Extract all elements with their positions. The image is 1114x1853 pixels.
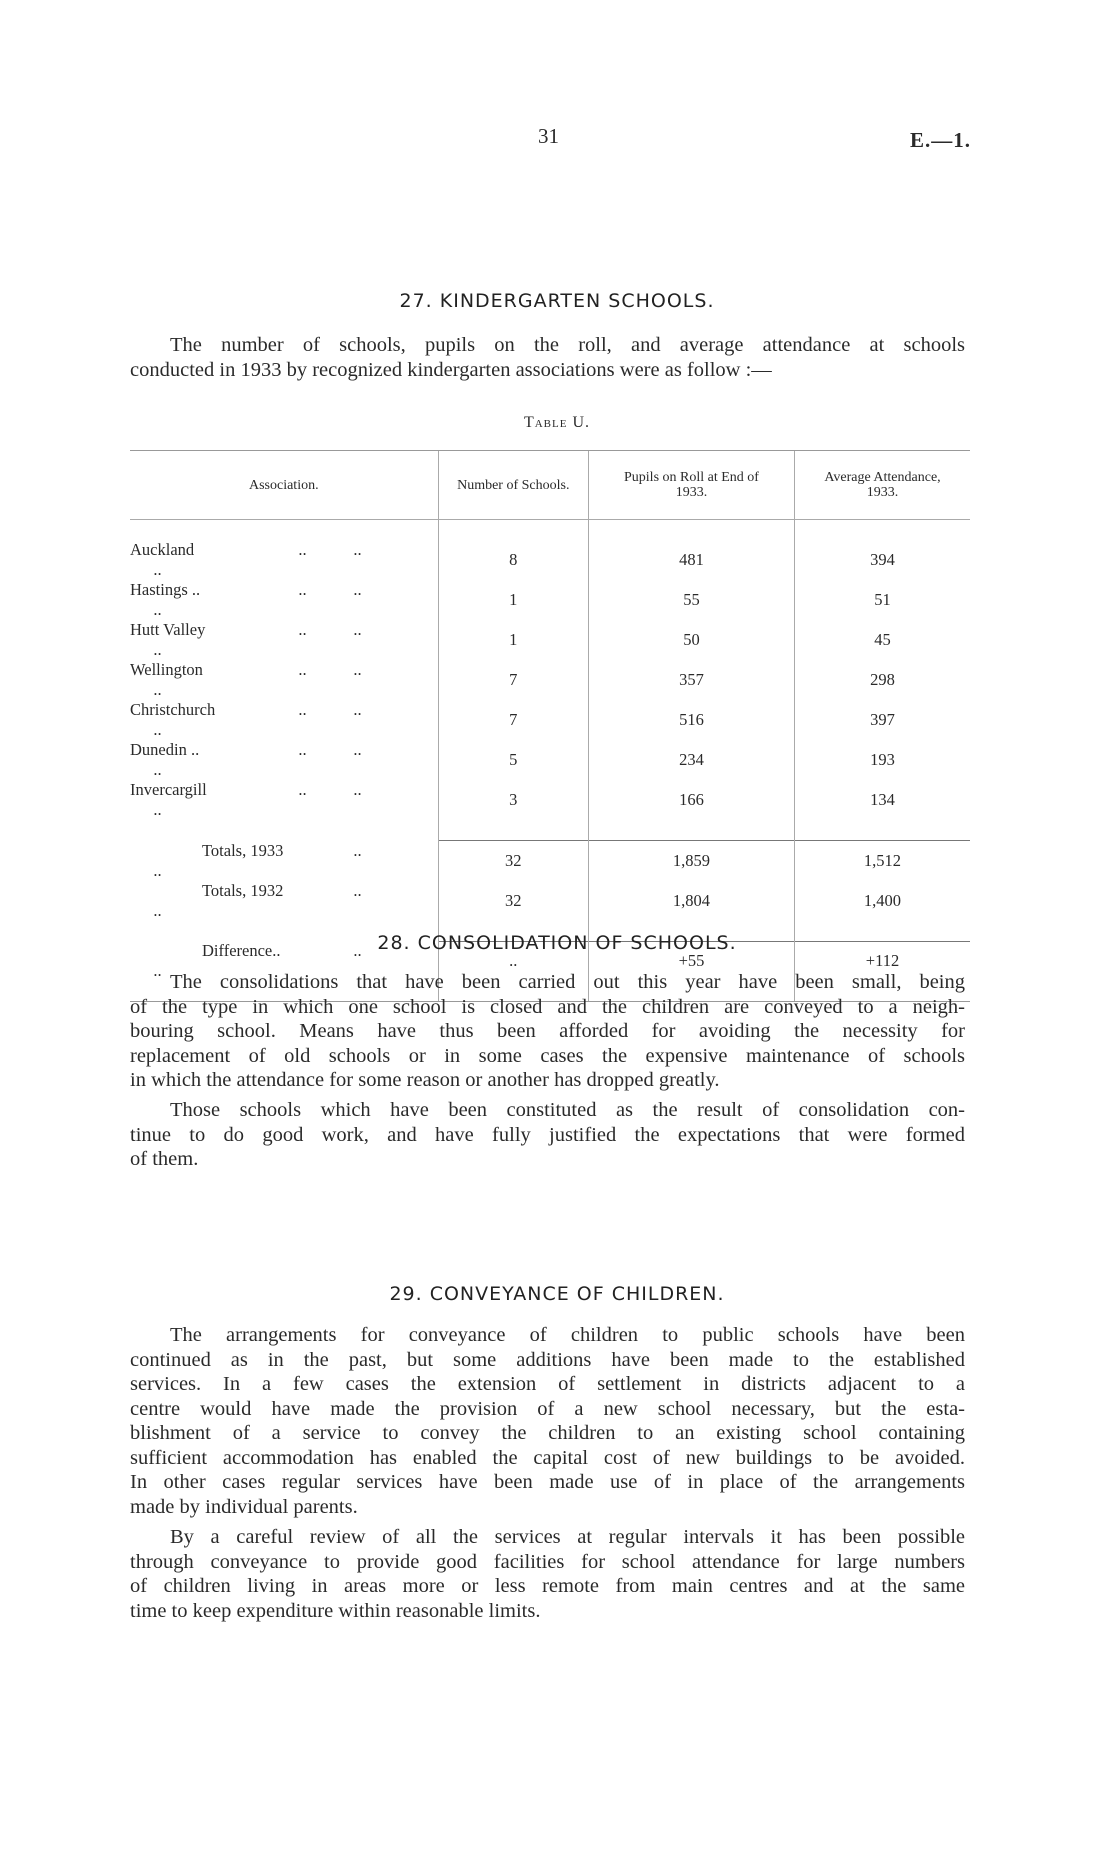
leader-dots: .. — [298, 540, 307, 559]
cell-attendance: 51 — [794, 580, 970, 620]
leader-dots: .. — [353, 700, 362, 719]
table-caption: Table U. — [523, 414, 591, 431]
col-header-pupils: Pupils on Roll at End of 1933. — [588, 451, 794, 520]
text-line: The number of schools, pupils on the roll, and average attendance at schools — [170, 334, 965, 356]
cell-association: Difference.. — [202, 941, 281, 960]
cell-schools: 7 — [438, 700, 588, 740]
leader-dots: .. — [298, 620, 307, 639]
section-27-paragraph — [130, 333, 965, 382]
text-line: tinue to do good work, and have fully justified the expectations that were formed — [130, 1123, 965, 1146]
cell-attendance: 193 — [794, 740, 970, 780]
table-row — [130, 700, 970, 740]
text-line: centre would have made the provision of a new school necessary, but the esta- — [130, 1397, 965, 1420]
leader-dots: .. — [353, 540, 362, 559]
cell-pupils: 1,804 — [588, 881, 794, 921]
leader-dots: .. — [153, 760, 162, 779]
text-line: services. In a few cases the extension of settlement in districts adjacent to a — [130, 1373, 965, 1395]
leader-dots: .. — [153, 961, 162, 980]
text-line: blishment of a service to convey the children to an existing school containing — [130, 1422, 965, 1444]
cell-pupils: 50 — [588, 620, 794, 660]
cell-attendance: 45 — [794, 620, 970, 660]
leader-dots: .. — [298, 700, 307, 719]
text-line: bouring school. Means have thus been afforded for avoiding the necessity for — [130, 1020, 965, 1042]
cell-schools: 5 — [438, 740, 588, 780]
leader-dots: .. — [298, 580, 307, 599]
cell-association: Hastings .. — [130, 580, 201, 599]
page-number: 31 — [538, 124, 559, 148]
leader-dots: .. — [153, 560, 162, 579]
text-line: In other cases regular services have been made use of in place of the arrangements — [130, 1471, 965, 1493]
leader-dots: .. — [353, 941, 362, 960]
text-line: time to keep expenditure within reasonable limits. — [130, 1599, 541, 1622]
cell-attendance: 134 — [794, 780, 970, 820]
text-line: made by individual parents. — [130, 1495, 358, 1518]
table-row — [130, 780, 970, 820]
cell-association: Dunedin .. — [130, 740, 200, 759]
text-line: in which the attendance for some reason or another has dropped greatly. — [130, 1069, 720, 1091]
cell-pupils: 481 — [588, 540, 794, 580]
text-line: of children living in areas more or less remote from main centres and at the same — [130, 1575, 965, 1597]
text-line: continued as in the past, but some additions have been made to the established — [130, 1348, 965, 1371]
leader-dots: .. — [153, 680, 162, 699]
cell-pupils: 55 — [588, 580, 794, 620]
cell-schools: 7 — [438, 660, 588, 700]
leader-dots: .. — [153, 800, 162, 819]
text-line: The consolidations that have been carried out this year have been small, being — [170, 971, 965, 993]
leader-dots: .. — [353, 880, 362, 900]
section-29-paragraph-2 — [130, 1525, 965, 1623]
cell-schools: 1 — [438, 620, 588, 660]
section-27-heading: 27. KINDERGARTEN SCHOOLS. — [399, 290, 715, 312]
cell-pupils: +55 — [588, 941, 794, 981]
text-line: The arrangements for conveyance of children to public schools have been — [170, 1324, 965, 1346]
leader-dots: .. — [153, 900, 162, 920]
cell-schools: 8 — [438, 540, 588, 580]
cell-schools: 32 — [438, 841, 588, 881]
leader-dots: .. — [153, 600, 162, 619]
leader-dots: .. — [353, 580, 362, 599]
section-28-paragraph-2 — [130, 1098, 965, 1172]
leader-dots: .. — [353, 740, 362, 759]
text-line: sufficient accommodation has enabled the capital cost of new buildings to be avoided. — [130, 1446, 965, 1469]
cell-association: Totals, 1933 — [202, 840, 284, 860]
table-row — [130, 620, 970, 660]
cell-attendance: 298 — [794, 660, 970, 700]
cell-association: Totals, 1932 — [202, 880, 284, 900]
kindergarten-table — [130, 450, 970, 1002]
leader-dots: .. — [353, 660, 362, 679]
cell-association: Christchurch — [130, 700, 216, 719]
table-row — [130, 660, 970, 700]
leader-dots: .. — [153, 720, 162, 739]
text-line: through conveyance to provide good facilities for school attendance for large numbers — [130, 1550, 965, 1573]
leader-dots: .. — [298, 740, 307, 759]
text-line: conducted in 1933 by recognized kindergarten associations were as follow :— — [130, 358, 772, 381]
leader-dots: .. — [298, 780, 307, 799]
leader-dots: .. — [153, 640, 162, 659]
totals-row — [130, 881, 970, 921]
col-header-association: Association. — [130, 451, 438, 520]
cell-pupils: 166 — [588, 780, 794, 820]
cell-association: Wellington — [130, 660, 203, 679]
cell-schools: 1 — [438, 580, 588, 620]
totals-row — [130, 841, 970, 881]
cell-schools: 3 — [438, 780, 588, 820]
cell-pupils: 1,859 — [588, 841, 794, 881]
table-header-row — [130, 451, 970, 520]
leader-dots: .. — [298, 660, 307, 679]
section-29-heading: 29. CONVEYANCE OF CHILDREN. — [389, 1283, 725, 1305]
text-line: Those schools which have been constituted as the result of consolidation con- — [170, 1099, 965, 1121]
cell-attendance: 397 — [794, 700, 970, 740]
leader-dots: .. — [153, 860, 162, 880]
cell-attendance: 1,400 — [794, 881, 970, 921]
cell-schools: .. — [438, 941, 588, 981]
cell-association: Invercargill — [130, 780, 207, 799]
table-row — [130, 540, 970, 580]
leader-dots: .. — [353, 840, 362, 860]
col-header-schools: Number of Schools. — [438, 451, 588, 520]
table-row — [130, 580, 970, 620]
cell-pupils: 357 — [588, 660, 794, 700]
col-header-attendance: Average Attendance, 1933. — [794, 451, 970, 520]
cell-association: Auckland — [130, 540, 195, 559]
leader-dots: .. — [353, 620, 362, 639]
text-line: of the type in which one school is closed and the children are conveyed to a neigh- — [130, 995, 965, 1018]
cell-attendance: 394 — [794, 540, 970, 580]
text-line: By a careful review of all the services at regular intervals it has been possible — [170, 1526, 965, 1548]
section-29-paragraph-1 — [130, 1323, 965, 1519]
cell-pupils: 234 — [588, 740, 794, 780]
document-reference: E.—1. — [910, 128, 972, 152]
text-line: of them. — [130, 1148, 199, 1170]
text-line: replacement of old schools or in some cases the expensive maintenance of schools — [130, 1044, 965, 1067]
section-28-heading: 28. CONSOLIDATION OF SCHOOLS. — [377, 932, 737, 954]
leader-dots: .. — [353, 780, 362, 799]
cell-pupils: 516 — [588, 700, 794, 740]
table-row — [130, 740, 970, 780]
section-28-paragraph-1 — [130, 970, 965, 1093]
cell-association: Hutt Valley — [130, 620, 206, 639]
cell-schools: 32 — [438, 881, 588, 921]
cell-attendance: 1,512 — [794, 841, 970, 881]
cell-attendance: +112 — [794, 941, 970, 981]
